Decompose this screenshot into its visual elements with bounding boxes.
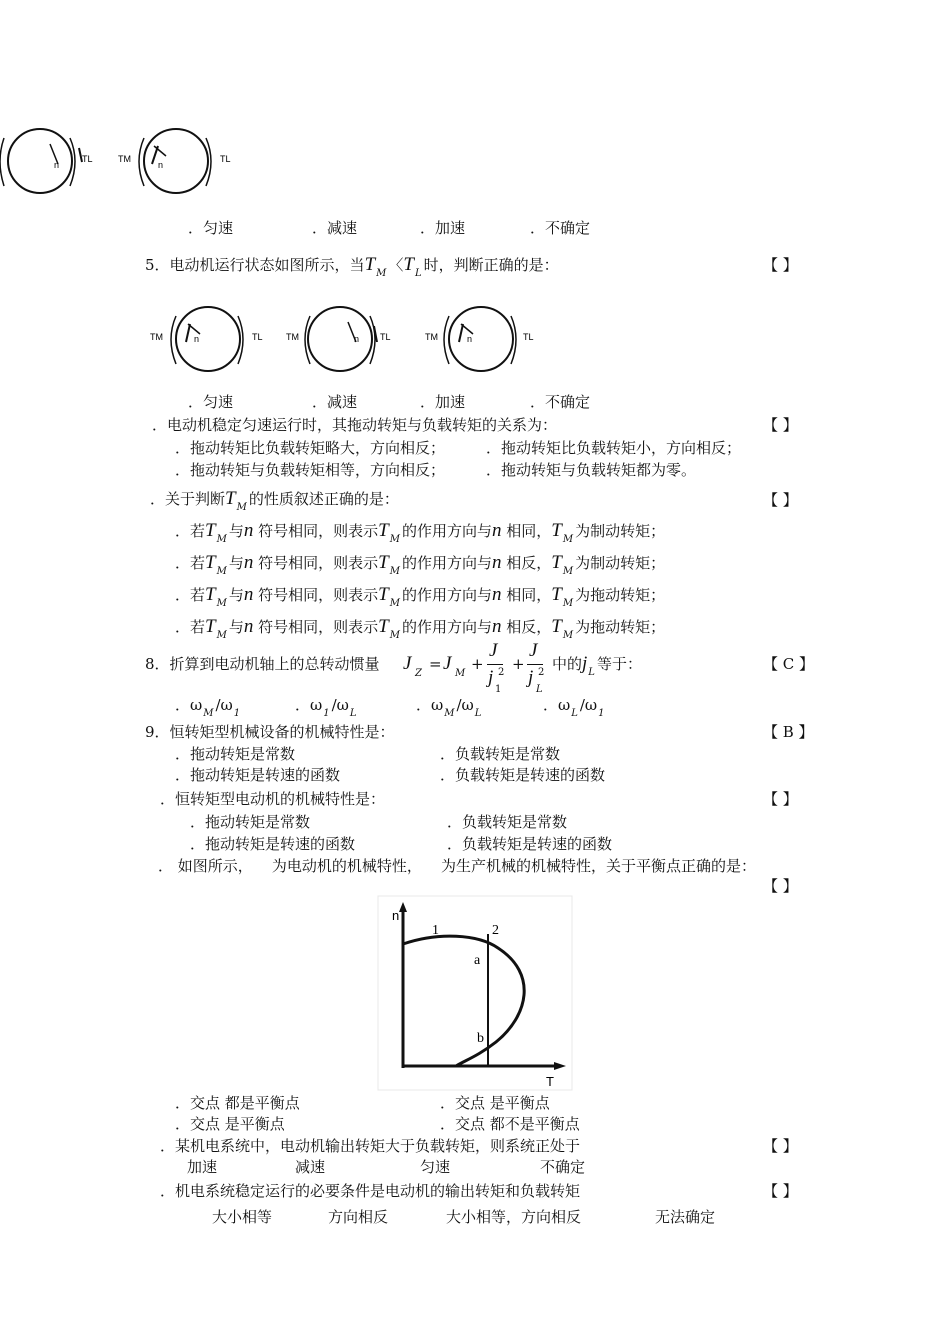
q9-option-b: ．负载转矩是常数 xyxy=(440,745,561,763)
motor-figure-q5-2 xyxy=(286,306,411,376)
q6-option-a: ．拖动转矩比负载转矩略大，方向相反； xyxy=(175,439,446,457)
q4-option-a: ．匀速 xyxy=(188,219,234,237)
q9-option-c: ．拖动转矩是转速的函数 xyxy=(175,766,341,784)
svg-text:TM: TM xyxy=(286,332,299,342)
q6-stem: ．电动机稳定匀速运行时，其拖动转矩与负载转矩的关系为： xyxy=(152,416,558,434)
svg-text:1: 1 xyxy=(432,923,439,938)
q9-option-d: ．负载转矩是转速的函数 xyxy=(440,766,606,784)
svg-text:TL: TL xyxy=(380,332,391,342)
q5-option-b: ．减速 xyxy=(312,393,358,411)
q10-option-d: ．负载转矩是转速的函数 xyxy=(447,835,613,853)
q11-answer-bracket[interactable]: 【 】 xyxy=(763,877,798,895)
svg-text:a: a xyxy=(474,953,481,968)
q12-stem: ．某机电系统中，电动机输出转矩大于负载转矩，则系统正处于 xyxy=(160,1137,581,1155)
q11-option-d: ．交点 都不是平衡点 xyxy=(440,1115,580,1133)
q7-answer-bracket[interactable]: 【 】 xyxy=(763,491,798,509)
motor-figure-q5-1 xyxy=(150,306,275,376)
q8-option-d: ．$\omega_L$ $/\omega_1$ xyxy=(543,696,605,719)
motor-figure-q5-3 xyxy=(425,306,550,376)
svg-text:TM: TM xyxy=(118,154,131,164)
q12-option-c: 匀速 xyxy=(420,1158,451,1176)
svg-text:n: n xyxy=(194,334,200,344)
motor-figure-top-1 xyxy=(0,128,95,198)
svg-text:TL: TL xyxy=(252,332,263,342)
q8-stem: 8．折算到电动机轴上的总转动惯量 xyxy=(145,655,380,673)
q13-answer-bracket[interactable]: 【 】 xyxy=(763,1182,798,1200)
q12-option-d: 不确定 xyxy=(540,1158,586,1176)
q6-option-d: ．拖动转矩与负载转矩都为零。 xyxy=(486,461,697,479)
q10-stem: ．恒转矩型电动机的机械特性是： xyxy=(160,790,386,808)
q6-option-c: ．拖动转矩与负载转矩相等，方向相反； xyxy=(175,461,446,479)
q8-option-c: ．$\omega_M$ $/\omega_L$ xyxy=(416,696,482,719)
svg-text:TL: TL xyxy=(82,154,93,164)
svg-text:TL: TL xyxy=(523,332,534,342)
q13-option-a: 大小相等 xyxy=(212,1208,273,1226)
q8-formula: J Z = J M + J j 2 1 + J j 2 L xyxy=(403,640,545,695)
motor-figure-top-2 xyxy=(118,128,231,198)
q7-option-b: ．若$T_M$ 与n 符号相同，则表示$T_M$ 的作用方向与n 相反，$T_M$ 为制动转矩； xyxy=(175,552,666,577)
svg-text:TL: TL xyxy=(220,154,231,164)
svg-text:TM: TM xyxy=(150,332,163,342)
q9-answer-bracket[interactable]: 【 B 】 xyxy=(763,723,814,741)
q5-option-d: ．不确定 xyxy=(530,393,591,411)
q11-option-c: ．交点 是平衡点 xyxy=(175,1115,285,1133)
svg-text:n: n xyxy=(54,160,60,170)
q10-answer-bracket[interactable]: 【 】 xyxy=(763,790,798,808)
q8-option-a: ．$\omega_M$ $/\omega_1$ xyxy=(175,696,241,719)
q5-answer-bracket[interactable]: 【 】 xyxy=(763,256,798,274)
q12-option-b: 减速 xyxy=(295,1158,326,1176)
q6-option-b: ．拖动转矩比负载转矩小，方向相反； xyxy=(486,439,742,457)
q13-stem: ．机电系统稳定运行的必要条件是电动机的输出转矩和负载转矩 xyxy=(160,1182,581,1200)
q5-option-c: ．加速 xyxy=(420,393,466,411)
q9-stem: 9．恒转矩型机械设备的机械特性是： xyxy=(145,723,395,741)
q10-option-a: ．拖动转矩是常数 xyxy=(190,813,311,831)
mechanical-characteristic-graph xyxy=(378,896,573,1091)
svg-text:2: 2 xyxy=(492,923,499,938)
q9-option-a: ．拖动转矩是常数 xyxy=(175,745,296,763)
q7-option-d: ．若$T_M$ 与n 符号相同，则表示$T_M$ 的作用方向与n 相反，$T_M$ 为拖动转矩； xyxy=(175,616,666,641)
q7-option-a: ．若$T_M$ 与n 符号相同，则表示$T_M$ 的作用方向与n 相同，$T_M$ 为制动转矩； xyxy=(175,520,666,545)
q11-stem: ． 如图所示， 为电动机的机械特性， 为生产机械的机械特性，关于平衡点正确的是： xyxy=(158,857,756,875)
q11-option-a: ．交点 都是平衡点 xyxy=(175,1094,300,1112)
q10-option-c: ．拖动转矩是转速的函数 xyxy=(190,835,356,853)
svg-text:n: n xyxy=(467,334,473,344)
q12-option-a: 加速 xyxy=(187,1158,218,1176)
q8-stem-tail: 中的$j_L$ 等于： xyxy=(552,653,642,678)
q5-stem: 5．电动机运行状态如图所示，当$T_M$ 〈$T_L$ 时，判断正确的是： xyxy=(145,254,559,279)
svg-text:b: b xyxy=(477,1031,484,1046)
q7-option-c: ．若$T_M$ 与n 符号相同，则表示$T_M$ 的作用方向与n 相同，$T_M$ 为拖动转矩； xyxy=(175,584,666,609)
q10-option-b: ．负载转矩是常数 xyxy=(447,813,568,831)
svg-text:TM: TM xyxy=(425,332,438,342)
q5-option-a: ．匀速 xyxy=(188,393,234,411)
q4-option-d: ．不确定 xyxy=(530,219,591,237)
q13-option-b: 方向相反 xyxy=(328,1208,389,1226)
svg-text:n: n xyxy=(392,908,400,923)
q4-option-c: ．加速 xyxy=(420,219,466,237)
q13-option-c: 大小相等，方向相反 xyxy=(446,1208,582,1226)
q8-answer-bracket[interactable]: 【 C 】 xyxy=(763,655,815,673)
q11-option-b: ．交点 是平衡点 xyxy=(440,1094,550,1112)
q12-answer-bracket[interactable]: 【 】 xyxy=(763,1137,798,1155)
svg-text:n: n xyxy=(354,334,360,344)
q8-option-b: ．$\omega_1$ $/\omega_L$ xyxy=(295,696,357,719)
svg-text:n: n xyxy=(158,160,164,170)
q6-answer-bracket[interactable]: 【 】 xyxy=(763,416,798,434)
q7-stem: ．关于判断$T_M$ 的性质叙述正确的是： xyxy=(150,488,399,513)
q4-option-b: ．减速 xyxy=(312,219,358,237)
q13-option-d: 无法确定 xyxy=(655,1208,716,1226)
svg-text:T: T xyxy=(546,1074,554,1089)
